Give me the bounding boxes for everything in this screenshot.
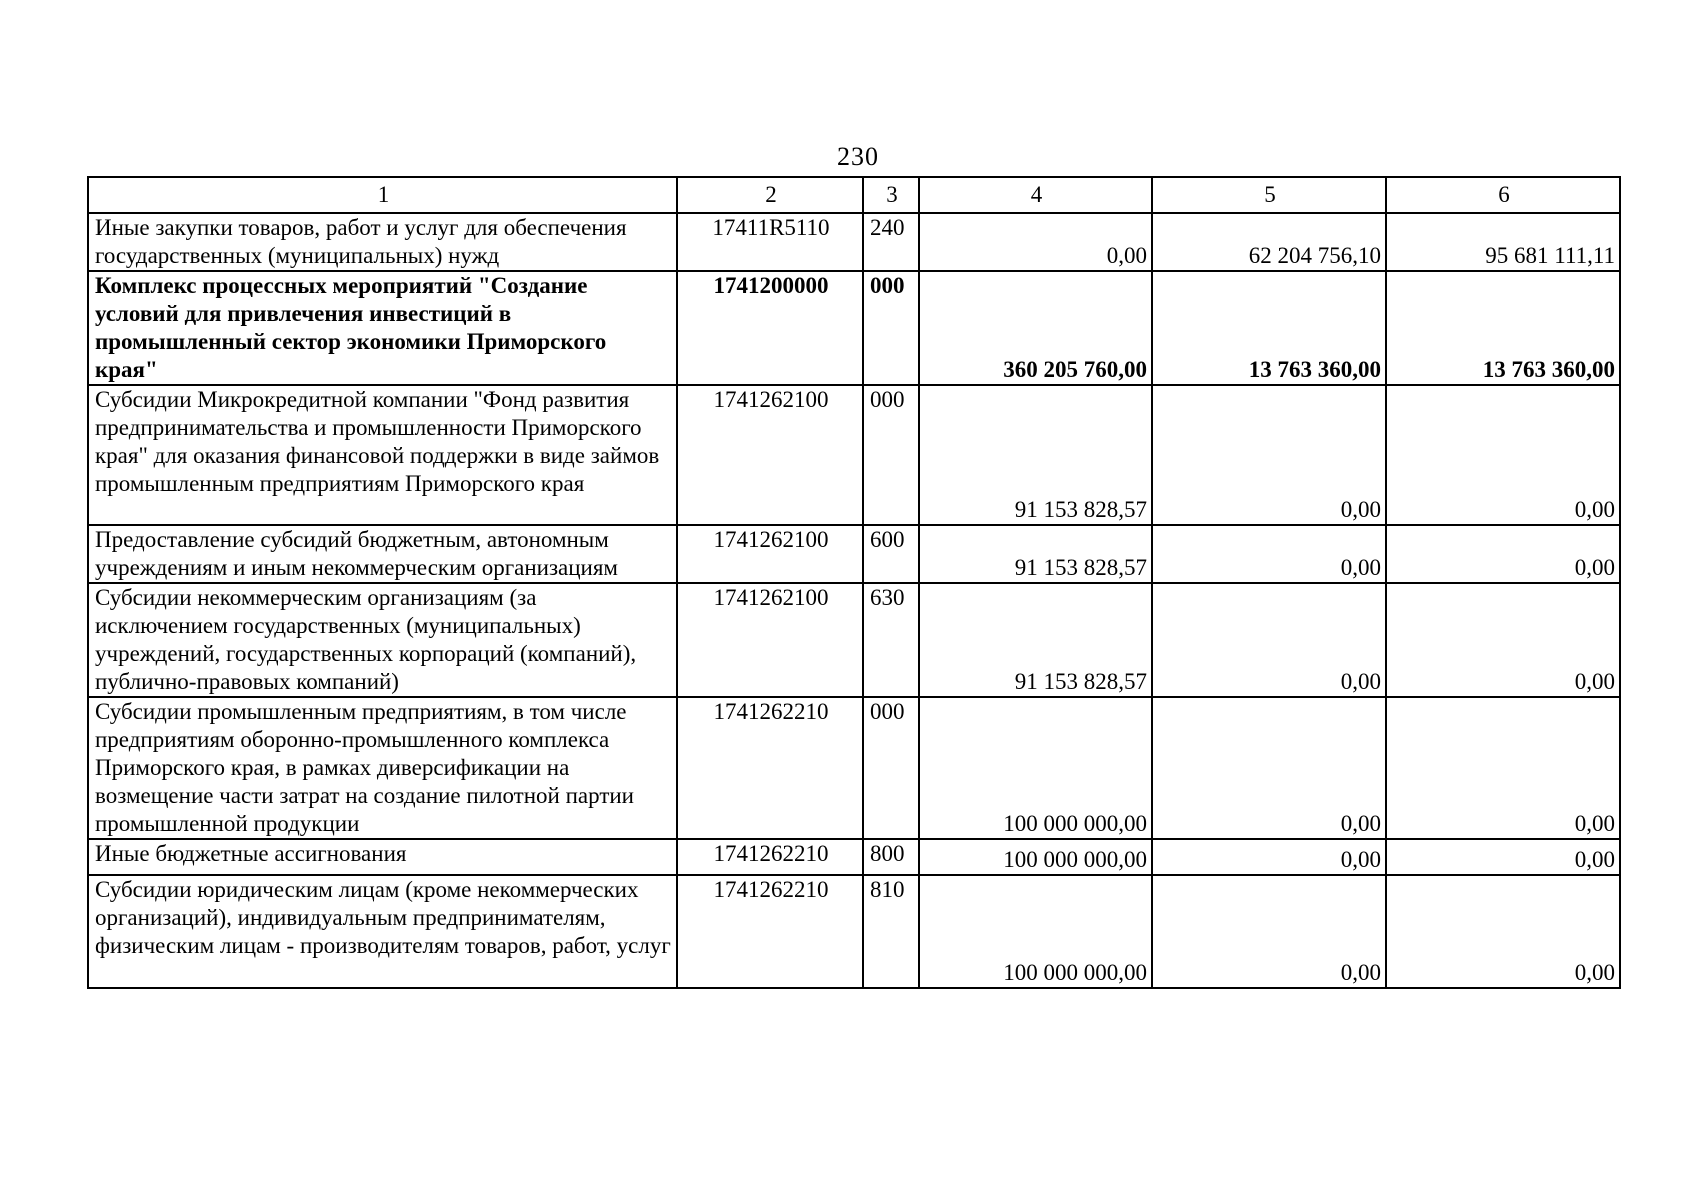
- row-name: Комплекс процессных мероприятий "Создание условий для привлечения инвестиций в промышленный сектор экономики Приморского края": [88, 271, 677, 385]
- row-amount-5: 62 204 756,10: [1152, 213, 1386, 271]
- row-expense-type: 800: [863, 839, 919, 875]
- table-row: [88, 697, 1620, 839]
- row-amount-5: 0,00: [1152, 839, 1386, 875]
- row-amount-4: 100 000 000,00: [919, 839, 1152, 875]
- row-amount-5: 0,00: [1152, 385, 1386, 525]
- table-row: [88, 385, 1620, 525]
- table-row: [88, 839, 1620, 875]
- table-row: [88, 271, 1620, 385]
- budget-table: [87, 176, 1621, 989]
- row-name: Иные закупки товаров, работ и услуг для обеспечения государственных (муниципальных) нужд: [88, 213, 677, 271]
- row-amount-4: 0,00: [919, 213, 1152, 271]
- column-header: 4: [919, 177, 1152, 213]
- column-header: 2: [677, 177, 863, 213]
- row-name: Субсидии Микрокредитной компании "Фонд развития предпринимательства и промышленности Приморского края" для оказания финансовой поддержки в виде займов промышленным предприятиям Приморского края: [88, 385, 677, 525]
- row-name: Субсидии некоммерческим организациям (за исключением государственных (муниципальных) учреждений, государственных корпораций (компаний), публично-правовых компаний): [88, 583, 677, 697]
- row-expense-type: 630: [863, 583, 919, 697]
- row-expense-type: 600: [863, 525, 919, 583]
- row-amount-4: 100 000 000,00: [919, 875, 1152, 988]
- row-amount-6: 95 681 111,11: [1386, 213, 1620, 271]
- table-row: [88, 583, 1620, 697]
- row-code: 1741262100: [677, 583, 863, 697]
- row-amount-4: 360 205 760,00: [919, 271, 1152, 385]
- row-name: Предоставление субсидий бюджетным, автономным учреждениям и иным некоммерческим организациям: [88, 525, 677, 583]
- row-amount-5: 0,00: [1152, 525, 1386, 583]
- row-amount-5: 0,00: [1152, 875, 1386, 988]
- column-header: 3: [863, 177, 919, 213]
- row-amount-6: 13 763 360,00: [1386, 271, 1620, 385]
- row-amount-4: 91 153 828,57: [919, 525, 1152, 583]
- row-amount-5: 0,00: [1152, 697, 1386, 839]
- row-expense-type: 000: [863, 697, 919, 839]
- row-expense-type: 810: [863, 875, 919, 988]
- row-name: Субсидии промышленным предприятиям, в том числе предприятиям оборонно-промышленного комплекса Приморского края, в рамках диверсификации на возмещение части затрат на создание пилотной партии промышленной продукции: [88, 697, 677, 839]
- row-amount-6: 0,00: [1386, 875, 1620, 988]
- row-code: 1741262100: [677, 525, 863, 583]
- row-name: Субсидии юридическим лицам (кроме некоммерческих организаций), индивидуальным предпринимателям, физическим лицам - производителям товаров, работ, услуг: [88, 875, 677, 988]
- row-amount-5: 0,00: [1152, 583, 1386, 697]
- column-header: 5: [1152, 177, 1386, 213]
- table-row: [88, 213, 1620, 271]
- page-number: 230: [837, 142, 879, 171]
- table-row: [88, 875, 1620, 988]
- row-amount-4: 100 000 000,00: [919, 697, 1152, 839]
- column-header: 6: [1386, 177, 1620, 213]
- row-expense-type: 240: [863, 213, 919, 271]
- row-code: 17411R5110: [677, 213, 863, 271]
- row-code: 1741200000: [677, 271, 863, 385]
- row-amount-5: 13 763 360,00: [1152, 271, 1386, 385]
- row-expense-type: 000: [863, 271, 919, 385]
- row-code: 1741262210: [677, 875, 863, 988]
- row-amount-6: 0,00: [1386, 697, 1620, 839]
- row-code: 1741262210: [677, 697, 863, 839]
- row-expense-type: 000: [863, 385, 919, 525]
- row-code: 1741262210: [677, 839, 863, 875]
- row-name: Иные бюджетные ассигнования: [88, 839, 677, 875]
- row-amount-6: 0,00: [1386, 385, 1620, 525]
- row-amount-6: 0,00: [1386, 839, 1620, 875]
- row-amount-6: 0,00: [1386, 583, 1620, 697]
- table-row: [88, 525, 1620, 583]
- header-row: [88, 177, 1620, 213]
- row-amount-4: 91 153 828,57: [919, 583, 1152, 697]
- column-header: 1: [88, 177, 677, 213]
- row-code: 1741262100: [677, 385, 863, 525]
- row-amount-6: 0,00: [1386, 525, 1620, 583]
- row-amount-4: 91 153 828,57: [919, 385, 1152, 525]
